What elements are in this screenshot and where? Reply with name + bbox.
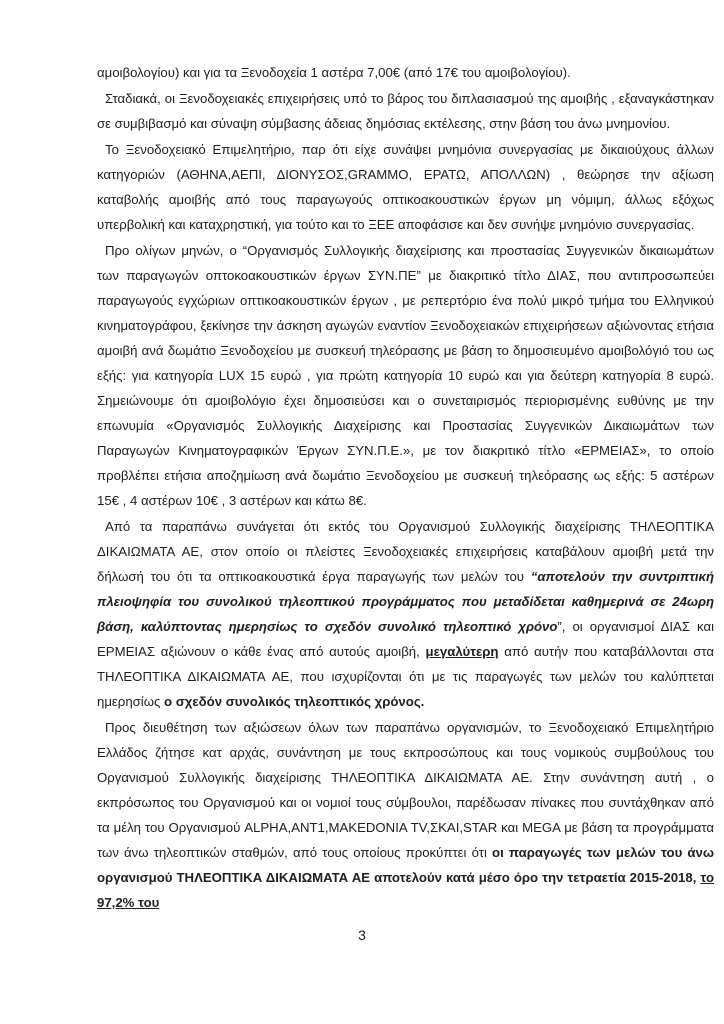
- paragraph: [97, 514, 714, 714]
- paragraph: [97, 715, 714, 915]
- text-run: οι παραγωγές των μελών του άνω οργανισμού ΤΗΛΕΟΠΤΙΚΑ ΔΙΚΑΙΩΜΑΤΑ ΑΕ αποτελούν κατά μέσο όρο την τετραετία 2015-2018,: [97, 845, 714, 885]
- page-number: 3: [358, 927, 366, 943]
- text-run: “αποτελούν την συντριπτική πλειοψηφία του συνολικού τηλεοπτικού προγράμματος που μεταδίδεται καθημερινά σε 24ωρη βάση, καλύπτοντας ημερησίως το σχεδόν συνολικό τηλεοπτικό χρόνο: [97, 569, 715, 634]
- text-run: μεγαλύτερη: [425, 644, 499, 659]
- text-run: από αυτήν που καταβάλλονται στα ΤΗΛΕΟΠΤΙΚΑ ΔΙΚΑΙΩΜΑΤΑ ΑΕ, που ισχυρίζονται ότι με τις παραγωγές των μελών του καλύπτεται ημερησίως: [97, 644, 714, 709]
- text-run: Προς διευθέτηση των αξιώσεων όλων των παραπάνω οργανισμών, το Ξενοδοχειακό Επιμελητήριο Ελλάδος ζήτησε κατ αρχάς, συνάντηση με τους εκπροσώπους και τους νομικούς συμβούλους του Οργανισμού Συλλογικής διαχείρισης ΤΗΛΕΟΠΤΙΚΑ ΔΙΚΑΙΩΜΑΤΑ ΑΕ. Στην συνάντηση αυτή , ο εκπρόσωπος του Οργανισμού και οι νομιοί τους σύμβουλοι, παρέδωσαν πίνακες που συντάχθηκαν από τα μέλη του Οργανισμού ALPHA,ANT1,MAKEDONIA TV,ΣΚΑΙ,STAR και MEGA με βάση τα προγράμματα των άνω τηλεοπτικών σταθμών, από τους οποίους προκύπτει ότι: [97, 720, 714, 860]
- paragraph: [97, 86, 714, 136]
- text-run: ”, οι οργανισμοί ΔΙΑΣ και ΕΡΜΕΙΑΣ αξιώνουν ο κάθε ένας από αυτούς αμοιβή,: [97, 619, 714, 659]
- text-run: το 97,2% του: [97, 870, 714, 910]
- text-run: Προ ολίγων μηνών, ο “Οργανισμός Συλλογικής διαχείρισης και προστασίας Συγγενικών δικαιωμάτων των παραγωγών οπτοκοακουστικών έργων ΣΥΝ.ΠΕ” με διακριτικό τίτλο ΔΙΑΣ, που αντιπροσωπεύει παραγωγούς εγχώριων οπτικοακουστικών έργων , με ρεπερτόριο ένα πολύ μικρό τμήμα του Ελληνικού κινηματογράφου, ξεκίνησε την άσκηση αγωγών εναντίον Ξενοδοχειακών επιχειρήσεων αξιώνοντας ετήσια αμοιβή ανά δωμάτιο Ξενοδοχείου με συσκευή τηλεόρασης με βάση το δημοσιευμένο αμοιβολόγιό του ως εξής: για κατηγορία LUX 15 ευρώ , για πρώτη κατηγορία 10 ευρώ και για δεύτερη κατηγορία 8 ευρώ. Σημειώνουμε ότι αμοιβολόγιο έχει δημοσιεύσει και ο συνεταιρισμός περιορισμένης ευθύνης με την επωνυμία «Οργανισμός Συλλογικής Διαχείρισης και Προστασίας Συγγενικών Δικαιωμάτων των Παραγωγών Κινηματογραφικών Έργων ΣΥΝ.Π.Ε.», με τον διακριτικό τίτλο «ΕΡΜΕΙΑΣ», το οποίο προβλέπει ετήσια αποζημίωση ανά δωμάτιο Ξενοδοχείου με συσκευή τηλεόρασης ως εξής: 5 αστέρων 15€ , 4 αστέρων 10€ , 3 αστέρων και κάτω 8€.: [97, 243, 714, 508]
- paragraph: [97, 60, 714, 85]
- paragraph: [97, 238, 714, 513]
- paragraph: [97, 137, 714, 237]
- text-run: Σταδιακά, οι Ξενοδοχειακές επιχειρήσεις υπό το βάρος του διπλασιασμού της αμοιβής , εξαναγκάστηκαν σε συμβιβασμό και σύναψη σύμβασης άδειας δημόσιας εκτέλεσης, στην βάση του άνω μνημονίου.: [97, 91, 714, 131]
- text-run: Από τα παραπάνω συνάγεται ότι εκτός του Οργανισμού Συλλογικής διαχείρισης ΤΗΛΕΟΠΤΙΚΑ ΔΙΚΑΙΩΜΑΤΑ ΑΕ, στον οποίο οι πλείστες Ξενοδοχειακές επιχειρήσεις καταβάλουν αμοιβή μετά την δήλωσή του ότι τα οπτικοακουστικά έργα παραγωγής των μελών του: [97, 519, 714, 584]
- paragraphs: [97, 60, 714, 916]
- text-run: αμοιβολογίου) και για τα Ξενοδοχεία 1 αστέρα 7,00€ (από 17€ του αμοιβολογίου).: [97, 65, 571, 80]
- text-run: Το Ξενοδοχειακό Επιμελητήριο, παρ ότι είχε συνάψει μνημόνια συνεργασίας με δικαιούχους άλλων κατηγοριών (ΑΘΗΝΑ,ΑΕΠΙ, ΔΙΟΝΥΣΟΣ,GRAMMO, ΕΡΑΤΩ, ΑΠΟΛΛΩΝ) , θεώρησε την αξίωση καταβολής αμοιβής από τους παραγωγούς οπτικοακουστικών έργων μη νόμιμη, άλλως εξόχως υπερβολική και καταχρηστική, για τούτο και το ΞΕΕ αποφάσισε και δεν συνήψε μνημόνιο συνεργασίας.: [97, 142, 714, 232]
- text-run: ο σχεδόν συνολικός τηλεοπτικός χρόνος.: [164, 694, 425, 709]
